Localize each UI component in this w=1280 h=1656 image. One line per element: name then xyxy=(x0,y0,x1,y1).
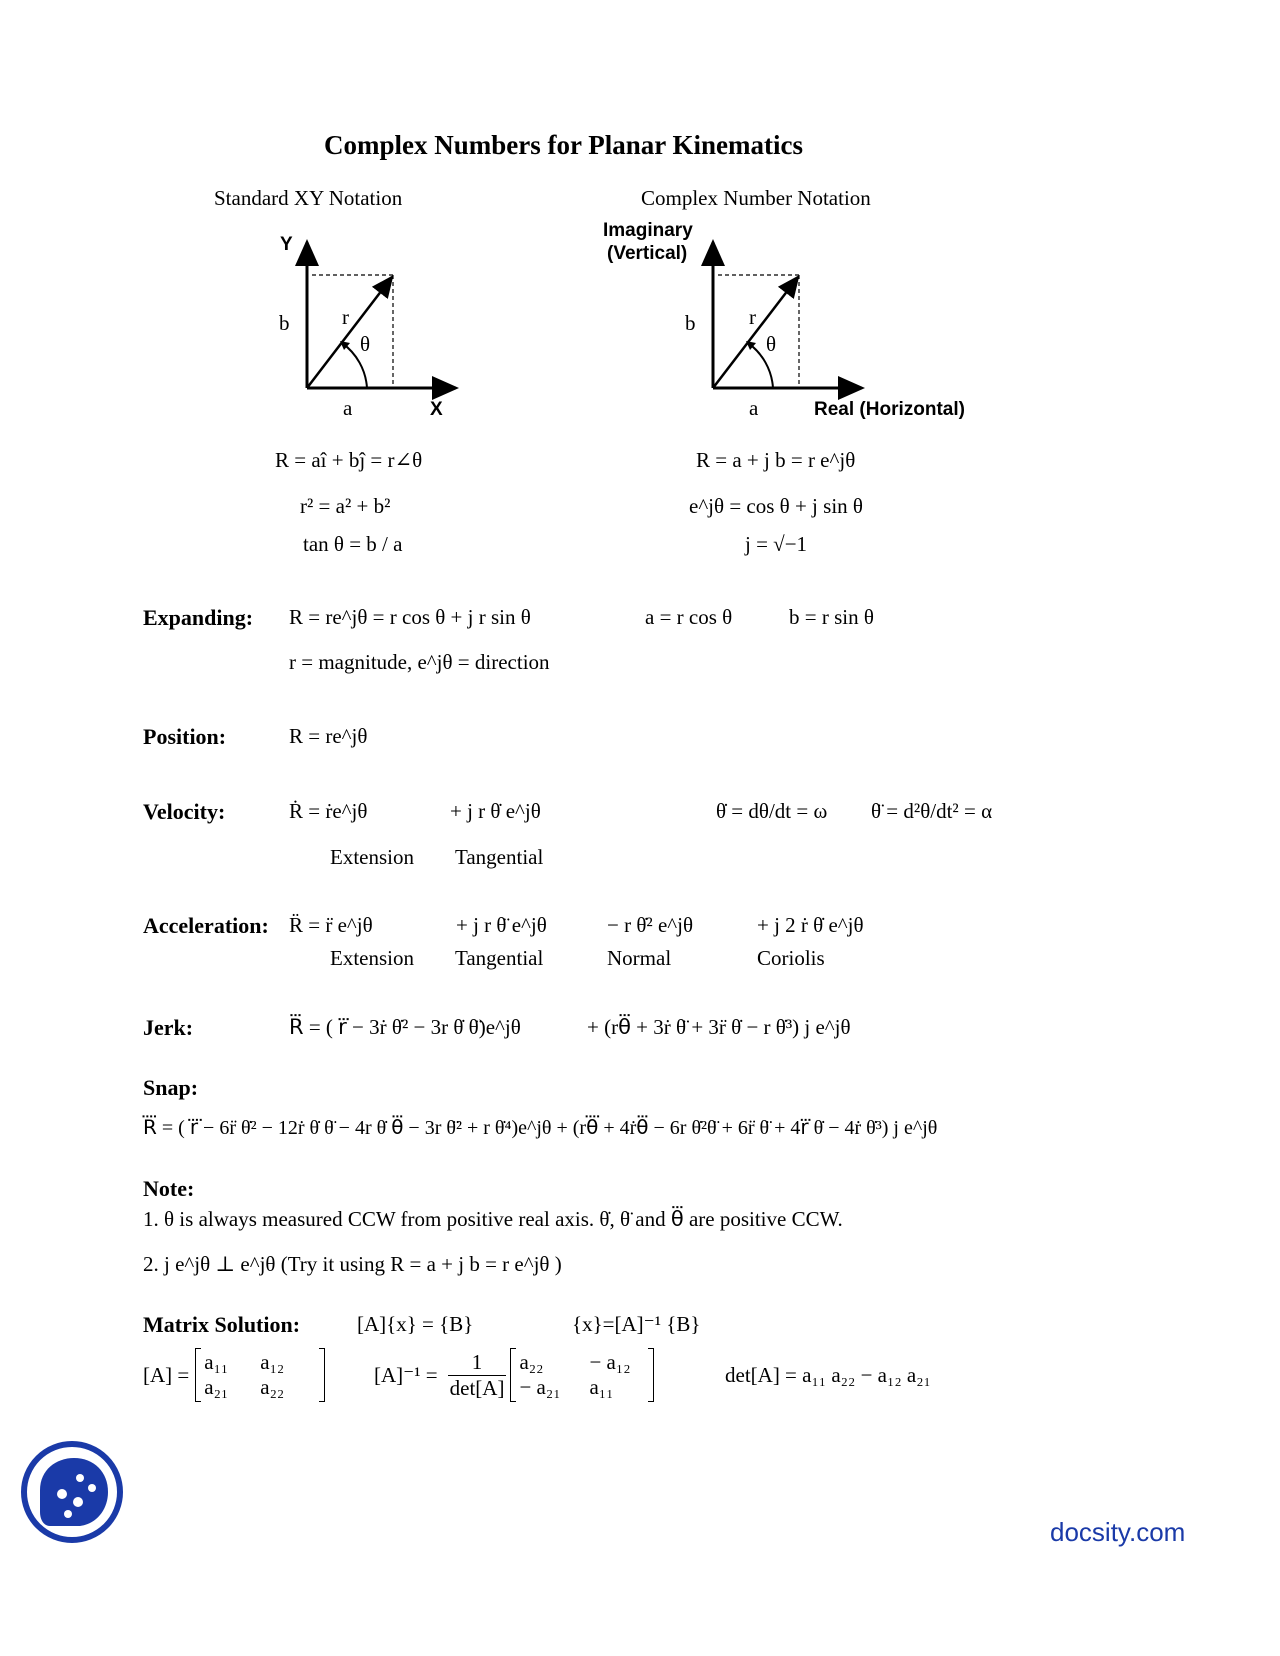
docsity-logo-icon xyxy=(20,1440,124,1544)
determinant-eq: det[A] = a₁₁ a₂₂ − a₁₂ a₂₁ xyxy=(725,1363,931,1387)
expanding-eq: R = re^jθ = r cos θ + j r sin θ xyxy=(289,605,531,629)
right-eq-vector: R = a + j b = r e^jθ xyxy=(696,448,856,472)
right-eq-euler: e^jθ = cos θ + j sin θ xyxy=(689,494,863,518)
expanding-meaning: r = magnitude, e^jθ = direction xyxy=(289,650,550,674)
matrix-solution-label: Matrix Solution: xyxy=(143,1312,301,1337)
snap-eq: R⃜ = ( r⃜ − 6r̈ θ̇² − 12ṙ θ̇ θ̈ − 4r θ̇ θ⃛ − 3r θ̈² + r θ̇⁴)e^jθ + (rθ⃜ + 4ṙθ⃛ − 6r θ̇²θ̈ + 6r̈ θ̈ + 4r⃛ θ̇ − 4ṙ θ̇³) j e^jθ xyxy=(143,1117,938,1139)
right-label-r: r xyxy=(749,305,756,329)
jerk-label: Jerk: xyxy=(143,1015,194,1040)
matrix-a-lhs: [A] = xyxy=(143,1362,190,1387)
inverse-fraction xyxy=(448,1350,507,1401)
matrix-inverse-lhs: [A]⁻¹ = xyxy=(374,1362,438,1387)
note-item-1: 1. θ is always measured CCW from positive real axis. θ̇, θ̈ and θ⃛ are positive CCW. xyxy=(143,1207,843,1231)
acceleration-caption-normal: Normal xyxy=(607,946,672,970)
matrix-a xyxy=(195,1348,325,1402)
r-vector xyxy=(713,277,798,388)
right-eq-j: j = √−1 xyxy=(745,532,808,556)
jerk-imaginary-term: + (rθ⃛ + 3ṙ θ̈ + 3r̈ θ̇ − r θ̇³) j e^jθ xyxy=(587,1015,851,1039)
snap-label: Snap: xyxy=(143,1075,199,1100)
expanding-a: a = r cos θ xyxy=(645,605,733,629)
inverse-numerator: 1 xyxy=(448,1350,507,1376)
matrix-adjugate xyxy=(510,1348,654,1402)
acceleration-caption-coriolis: Coriolis xyxy=(757,946,825,970)
velocity-caption-extension: Extension xyxy=(330,845,414,869)
adjugate-neg-a21: − a₂₁ xyxy=(519,1375,561,1399)
right-label-a: a xyxy=(749,396,759,420)
acceleration-normal-term: − r θ̇² e^jθ xyxy=(607,913,694,937)
x-axis-label: X xyxy=(430,399,443,420)
left-eq-vector: R = aî + bĵ = r∠θ xyxy=(275,448,423,472)
angular-velocity-def: θ̇ = dθ/dt = ω xyxy=(716,799,828,823)
acceleration-extension-term: R̈ = r̈ e^jθ xyxy=(289,913,373,937)
matrix-a-a12: a₁₂ xyxy=(260,1350,285,1374)
adjugate-a22: a₂₂ xyxy=(519,1350,544,1374)
matrix-a-a22: a₂₂ xyxy=(260,1375,285,1399)
page-title: Complex Numbers for Planar Kinematics xyxy=(324,130,803,160)
angular-acceleration-def: θ̈ = d²θ/dt² = α xyxy=(871,799,993,823)
velocity-tangential-term: + j r θ̇ e^jθ xyxy=(450,799,541,823)
inverse-denominator: det[A] xyxy=(449,1375,505,1400)
position-eq: R = re^jθ xyxy=(289,724,368,748)
matrix-solution-eq: {x}=[A]⁻¹ {B} xyxy=(572,1312,701,1336)
left-label-theta: θ xyxy=(360,332,371,356)
right-panel-heading: Complex Number Notation xyxy=(641,186,871,210)
matrix-a-a11: a₁₁ xyxy=(204,1350,229,1374)
velocity-label: Velocity: xyxy=(143,799,226,824)
real-axis-label: Real (Horizontal) xyxy=(814,399,965,420)
left-eq-magnitude: r² = a² + b² xyxy=(300,494,391,518)
jerk-real-term: R⃛ = ( r⃛ − 3ṙ θ̇² − 3r θ̇ θ̈)e^jθ xyxy=(289,1015,521,1039)
imaginary-axis-label: Imaginary xyxy=(603,220,693,241)
right-label-theta: θ xyxy=(766,332,777,356)
docsity-brand-link[interactable]: docsity.com xyxy=(1050,1517,1186,1547)
left-label-a: a xyxy=(343,396,353,420)
acceleration-caption-tangential: Tangential xyxy=(455,946,544,970)
left-eq-tangent: tan θ = b / a xyxy=(303,532,403,556)
velocity-caption-tangential: Tangential xyxy=(455,845,544,869)
matrix-a-definition xyxy=(143,1343,325,1407)
acceleration-label: Acceleration: xyxy=(143,913,269,938)
adjugate-neg-a12: − a₁₂ xyxy=(589,1350,631,1374)
velocity-extension-term: Ṙ = ṙe^jθ xyxy=(289,799,368,823)
r-vector xyxy=(307,277,392,388)
position-label: Position: xyxy=(143,724,227,749)
note-item-2: 2. j e^jθ ⊥ e^jθ (Try it using R = a + j b = r e^jθ ) xyxy=(143,1252,562,1276)
note-label: Note: xyxy=(143,1176,195,1201)
expanding-b: b = r sin θ xyxy=(789,605,874,629)
acceleration-tangential-term: + j r θ̈ e^jθ xyxy=(456,913,547,937)
left-label-r: r xyxy=(342,305,349,329)
left-panel-heading: Standard XY Notation xyxy=(214,186,403,210)
acceleration-caption-extension: Extension xyxy=(330,946,414,970)
left-label-b: b xyxy=(279,311,290,335)
matrix-system-eq: [A]{x} = {B} xyxy=(357,1312,474,1336)
expanding-label: Expanding: xyxy=(143,605,254,630)
vertical-axis-label: (Vertical) xyxy=(607,243,688,264)
matrix-a-a21: a₂₁ xyxy=(204,1375,229,1399)
acceleration-coriolis-term: + j 2 ṙ θ̇ e^jθ xyxy=(757,913,864,937)
right-label-b: b xyxy=(685,311,696,335)
adjugate-a11: a₁₁ xyxy=(589,1375,614,1399)
y-axis-label: Y xyxy=(280,234,293,255)
matrix-inverse-definition xyxy=(374,1343,654,1407)
